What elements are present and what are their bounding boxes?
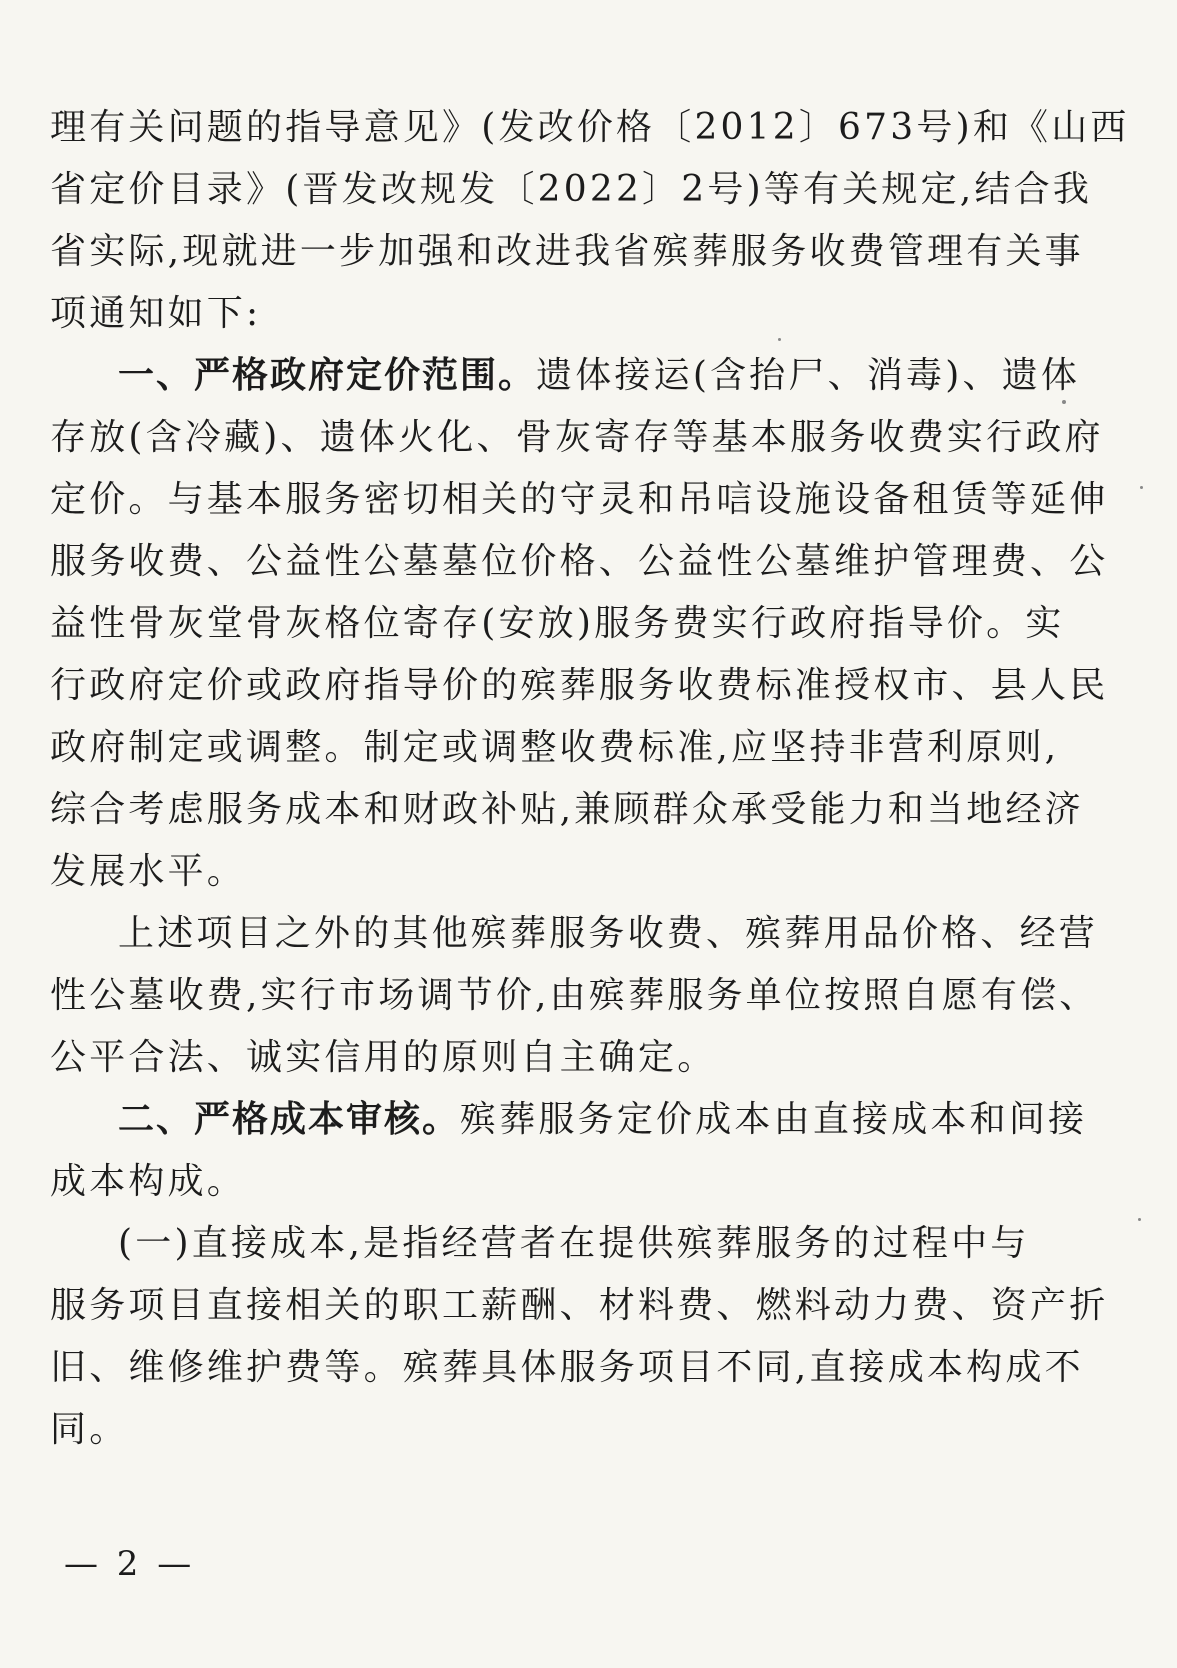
text-line: 服务项目直接相关的职工薪酬、材料费、燃料动力费、资产折 <box>50 1285 1109 1326</box>
section-heading-2: 二、严格成本审核。 <box>118 1099 461 1140</box>
text-line: 综合考虑服务成本和财政补贴,兼顾群众承受能力和当地经济 <box>50 789 1084 830</box>
text-line: 殡葬服务定价成本由直接成本和间接 <box>460 1099 1088 1140</box>
text-line: 公平合法、诚实信用的原则自主确定。 <box>50 1037 717 1078</box>
text-line: 益性骨灰堂骨灰格位寄存(安放)服务费实行政府指导价。实 <box>50 603 1065 644</box>
text-line: 性公墓收费,实行市场调节价,由殡葬服务单位按照自愿有偿、 <box>50 975 1099 1016</box>
text-line: 遗体接运(含抬尸、消毒)、遗体 <box>536 355 1081 396</box>
text-line: 行政府定价或政府指导价的殡葬服务收费标准授权市、县人民 <box>50 665 1109 706</box>
page-number: — 2 — <box>64 1544 196 1584</box>
text-line: 理有关问题的指导意见》(发改价格〔2012〕673号)和《山西 <box>50 107 1130 148</box>
section-2-paragraph-start <box>118 1096 1118 1144</box>
section-1-paragraph-start <box>118 352 1118 400</box>
scan-speck <box>1138 1218 1141 1221</box>
text-line: 同。 <box>50 1409 129 1450</box>
section-heading-1: 一、严格政府定价范围。 <box>118 355 537 396</box>
scan-speck <box>1062 400 1066 404</box>
text-line: 项通知如下: <box>50 293 262 334</box>
text-line: 上述项目之外的其他殡葬服务收费、殡葬用品价格、经营 <box>118 913 1099 954</box>
text-line: 省定价目录》(晋发改规发〔2022〕2号)等有关规定,结合我 <box>50 169 1093 210</box>
text-line: 定价。与基本服务密切相关的守灵和吊唁设施设备租赁等延伸 <box>50 479 1109 520</box>
text-line: 发展水平。 <box>50 851 247 892</box>
text-line: 政府制定或调整。制定或调整收费标准,应坚持非营利原则, <box>50 727 1060 768</box>
text-line: 旧、维修维护费等。殡葬具体服务项目不同,直接成本构成不 <box>50 1347 1084 1388</box>
scan-speck <box>778 338 781 341</box>
text-line: 存放(含冷藏)、遗体火化、骨灰寄存等基本服务收费实行政府 <box>50 417 1104 458</box>
scan-speck <box>1140 486 1143 489</box>
text-line: 服务收费、公益性公墓墓位价格、公益性公墓维护管理费、公 <box>50 541 1109 582</box>
text-line: 成本构成。 <box>50 1161 247 1202</box>
text-line: (一)直接成本,是指经营者在提供殡葬服务的过程中与 <box>118 1223 1030 1264</box>
text-line: 省实际,现就进一步加强和改进我省殡葬服务收费管理有关事 <box>50 231 1084 272</box>
